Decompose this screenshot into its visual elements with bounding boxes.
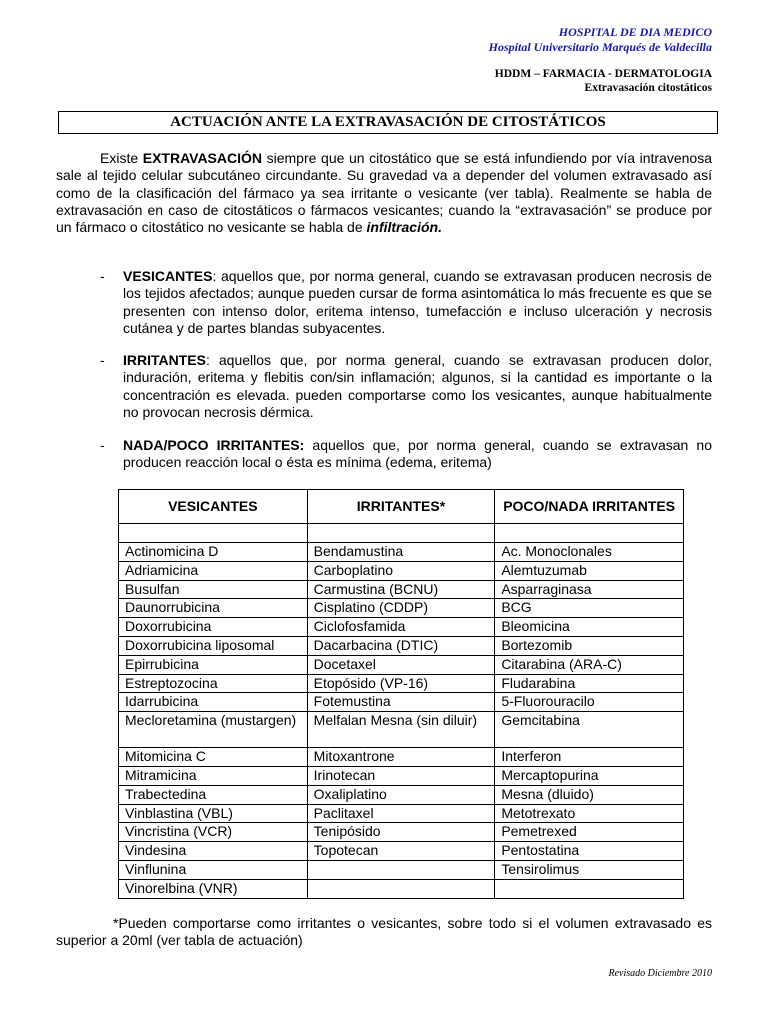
table-row [119, 524, 684, 543]
table-cell: Fludarabina [495, 674, 684, 693]
table-cell: Mercaptopurina [495, 766, 684, 785]
table-cell: Vincristina (VCR) [119, 823, 308, 842]
column-header: VESICANTES [119, 490, 308, 524]
table-cell: Pentostatina [495, 842, 684, 861]
table-cell [495, 879, 684, 898]
table-row [119, 785, 684, 804]
table-cell: Bleomicina [495, 618, 684, 637]
revision-date: Revisado Diciembre 2010 [608, 968, 712, 979]
table-cell [119, 524, 308, 543]
table-cell: Asparraginasa [495, 580, 684, 599]
table-cell: Vinblastina (VBL) [119, 804, 308, 823]
table-cell: Trabectedina [119, 785, 308, 804]
table-cell: Paclitaxel [307, 804, 495, 823]
table-body [119, 524, 684, 899]
university-name: Hospital Universitario Marqués de Valdecilla [488, 40, 712, 54]
bullet-dash-1: - [100, 268, 105, 284]
table-cell: Etopósido (VP-16) [307, 674, 495, 693]
table-cell: Adriamicina [119, 561, 308, 580]
table-cell [495, 524, 684, 543]
table-cell: Daunorrubicina [119, 599, 308, 618]
table-cell [307, 524, 495, 543]
bullet-irritantes [123, 352, 712, 421]
table-cell: Mitramicina [119, 766, 308, 785]
page-title: ACTUACIÓN ANTE LA EXTRAVASACIÓN DE CITOSTÁTICOS [58, 111, 718, 134]
table-cell [307, 879, 495, 898]
table-cell: Tensirolimus [495, 860, 684, 879]
bullet-dash-2: - [100, 352, 105, 368]
table-cell: Epirrubicina [119, 655, 308, 674]
table-cell: Interferon [495, 748, 684, 767]
table-cell: Pemetrexed [495, 823, 684, 842]
table-row [119, 655, 684, 674]
table-cell: Idarrubicina [119, 693, 308, 712]
table-row [119, 674, 684, 693]
table-cell: Alemtuzumab [495, 561, 684, 580]
table-row [119, 879, 684, 898]
drug-classification-table [118, 489, 684, 899]
column-header: IRRITANTES* [307, 490, 495, 524]
bullet-term: NADA/POCO IRRITANTES: [123, 437, 305, 453]
table-cell: Mesna (dluido) [495, 785, 684, 804]
table-row [119, 712, 684, 748]
table-row [119, 823, 684, 842]
table-cell: 5-Fluorouracilo [495, 693, 684, 712]
table-cell: Doxorrubicina [119, 618, 308, 637]
table-cell: Vinflunina [119, 860, 308, 879]
table-cell: Topotecan [307, 842, 495, 861]
bullet-dash-3: - [100, 437, 105, 453]
table-cell: Bendamustina [307, 543, 495, 562]
table-row [119, 748, 684, 767]
table-row [119, 580, 684, 599]
department: HDDM – FARMACIA - DERMATOLOGIA [494, 68, 712, 80]
table-cell: Metotrexato [495, 804, 684, 823]
table-cell [307, 860, 495, 879]
intro-body: siempre que un citostático que se está infundiendo por vía intravenosa sale al tejido celular subcutáneo circundante. Su gravedad va a depender del volumen extravasado así como de la clasificación del fármaco ya sea irritante o vesicante (ver tabla). Realmente se habla de extravasación en caso de citostáticos o fármacos vesicantes; cuando la “extravasación” se produce por un fármaco o citostático no vesicante se habla de [56, 150, 712, 236]
table-row [119, 636, 684, 655]
table-cell: Mecloretamina (mustargen) [119, 712, 308, 748]
table-row [119, 599, 684, 618]
bullet-text: : aquellos que, por norma general, cuando se extravasan producen necrosis de los tejidos afectados; aunque pueden cursar de forma asintomática lo más frecuente es que se presenten con intenso dolor, eritema intenso, tumefacción e incluso ulceración y necrosis cutánea y de partes blandas subyacentes. [123, 268, 712, 336]
table-cell: Gemcitabina [495, 712, 684, 748]
table-cell: Mitoxantrone [307, 748, 495, 767]
bullet-term: VESICANTES [123, 268, 213, 284]
table-cell: Irinotecan [307, 766, 495, 785]
table-cell: Docetaxel [307, 655, 495, 674]
table-cell: Vinorelbina (VNR) [119, 879, 308, 898]
intro-term: EXTRAVASACIÓN [142, 150, 263, 166]
table-cell: Ac. Monoclonales [495, 543, 684, 562]
table-cell: Ciclofosfamida [307, 618, 495, 637]
intro-paragraph [56, 150, 712, 236]
table-cell: Oxaliplatino [307, 785, 495, 804]
table-cell: Estreptozocina [119, 674, 308, 693]
table-row [119, 766, 684, 785]
table-cell: Actinomicina D [119, 543, 308, 562]
footnote: *Pueden comportarse como irritantes o vesicantes, sobre todo si el volumen extravasado es superior a 20ml (ver tabla de actuación) [56, 915, 712, 949]
table-row [119, 693, 684, 712]
table-row [119, 618, 684, 637]
table-row [119, 842, 684, 861]
bullet-text: aquellos que, por norma general, cuando se extravasan no producen reacción local o ésta es mínima (edema, eritema) [123, 437, 712, 471]
table-cell: Doxorrubicina liposomal [119, 636, 308, 655]
table-cell: Dacarbacina (DTIC) [307, 636, 495, 655]
table-row [119, 860, 684, 879]
intro-infiltration: infiltración. [366, 219, 442, 236]
table-cell: Cisplatino (CDDP) [307, 599, 495, 618]
table-cell: Melfalan Mesna (sin diluir) [307, 712, 495, 748]
table-cell: BCG [495, 599, 684, 618]
bullet-nada-poco [123, 437, 712, 472]
bullet-text: : aquellos que, por norma general, cuando se extravasan producen dolor, induración, eritema y flebitis con/sin inflamación; algunos, si la cantidad es importante o la concentración es elevada. pueden comportarse como los vesicantes, aunque habitualmente no provocan necrosis dérmica. [123, 352, 712, 420]
table-row [119, 543, 684, 562]
intro-pre: Existe [100, 150, 143, 166]
table-cell: Carmustina (BCNU) [307, 580, 495, 599]
table-row [119, 561, 684, 580]
table-row [119, 804, 684, 823]
table-cell: Vindesina [119, 842, 308, 861]
table-cell: Fotemustina [307, 693, 495, 712]
table-cell: Tenipósido [307, 823, 495, 842]
hospital-name: HOSPITAL DE DIA MEDICO [558, 25, 712, 39]
table-cell: Bortezomib [495, 636, 684, 655]
table-cell: Mitomicina C [119, 748, 308, 767]
document-subtitle: Extravasación citostáticos [584, 82, 712, 94]
table-cell: Busulfan [119, 580, 308, 599]
bullet-vesicantes [123, 268, 712, 337]
bullet-term: IRRITANTES [123, 352, 206, 368]
column-header: POCO/NADA IRRITANTES [495, 490, 684, 524]
table-cell: Citarabina (ARA-C) [495, 655, 684, 674]
table-cell: Carboplatino [307, 561, 495, 580]
